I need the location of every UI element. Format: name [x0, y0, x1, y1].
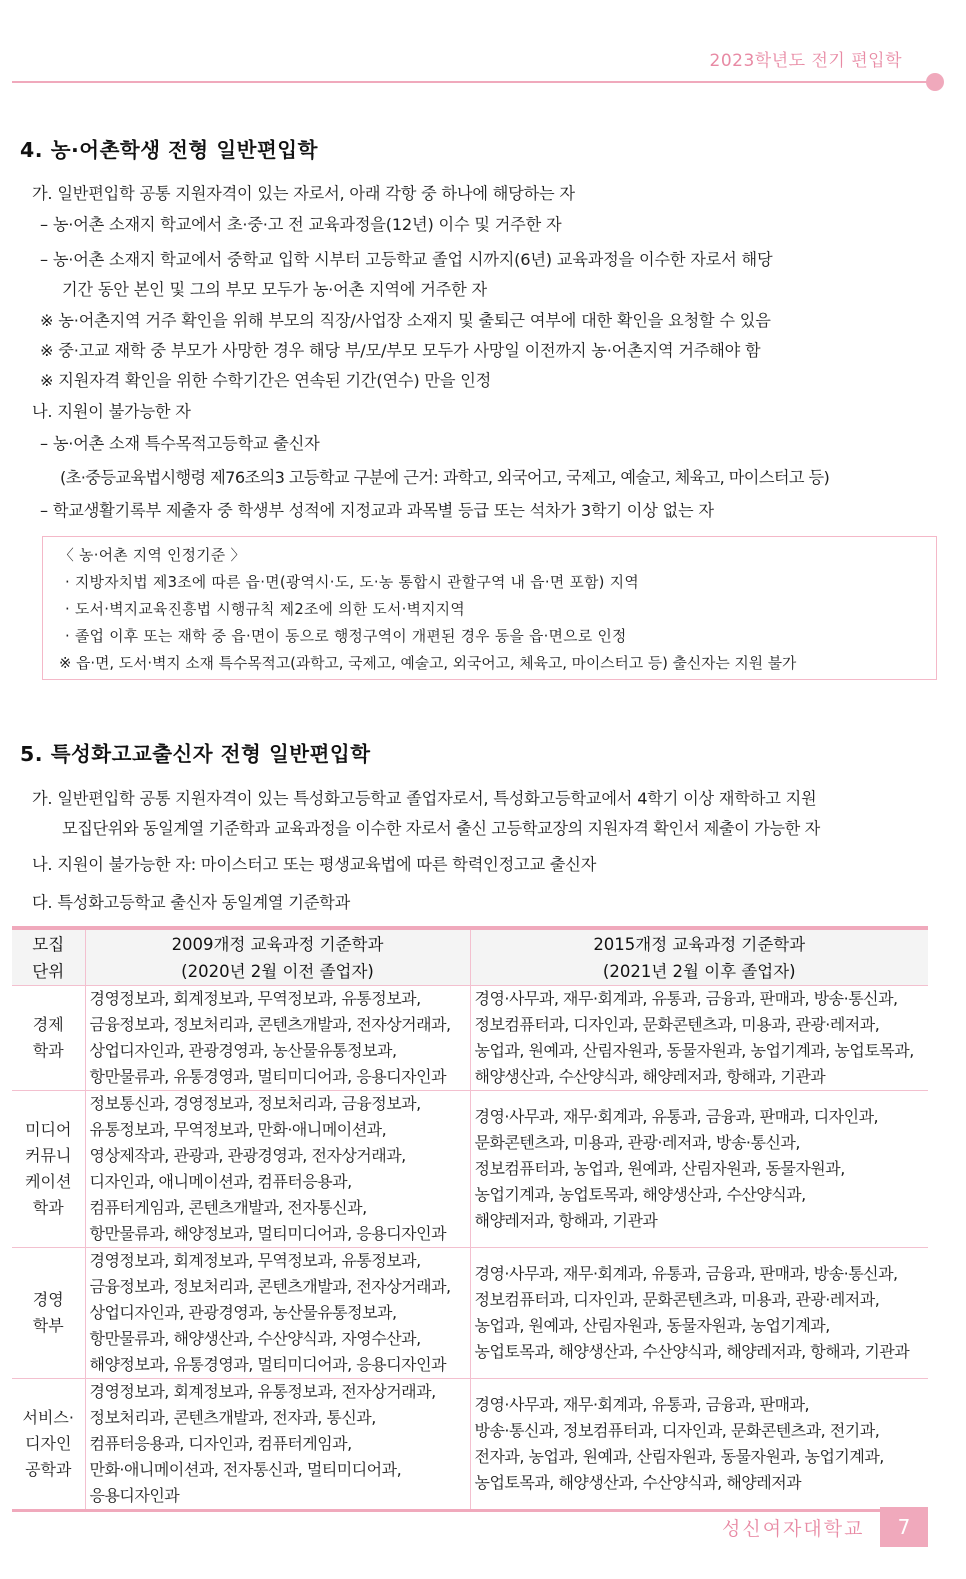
- s5-item-na: 나. 지원이 불가능한 자: 마이스터고 또는 평생교육법에 따른 학력인정고교 출신자: [32, 855, 597, 874]
- header-rule: [12, 81, 928, 83]
- s4-na-sub-1: – 농·어촌 소재 특수목적고등학교 출신자: [40, 434, 320, 453]
- rural-criteria-item: · 지방자치법 제3조에 따른 읍·면(광역시·도, 도·농 통합시 관할구역 내 읍·면 포함) 지역: [65, 574, 639, 591]
- header-unit: 모집 단위: [12, 930, 85, 986]
- dept-table: [12, 930, 928, 1512]
- header-rule-dot: [926, 73, 944, 91]
- table-row: [12, 1248, 928, 1379]
- s5-item-ga-cont: 모집단위와 동일계열 기준학과 교육과정을 이수한 자로서 출신 고등학교장의 지원자격 확인서 제출이 가능한 자: [62, 819, 820, 838]
- s4-sub-2: – 농·어촌 소재지 학교에서 중학교 입학 시부터 고등학교 졸업 시까지(6년) 교육과정을 이수한 자로서 해당: [40, 250, 773, 269]
- dept-2009-cell: 경영정보과, 회계정보과, 무역정보과, 유통정보과, 금융정보과, 정보처리과, 콘텐츠개발과, 전자상거래과, 상업디자인과, 관광경영과, 농산물유통정보과, 항만물류과, 유통경영과, 멀티미디어과, 응용디자인과: [85, 986, 470, 1091]
- table-row: [12, 986, 928, 1091]
- dept-2009-cell: 경영정보과, 회계정보과, 무역정보과, 유통정보과, 금융정보과, 정보처리과, 콘텐츠개발과, 전자상거래과, 상업디자인과, 관광경영과, 농산물유통정보과, 항만물류과, 해양생산과, 수산양식과, 자영수산과, 해양정보과, 유통경영과, 멀티미디어과, 응용디자인과: [85, 1248, 470, 1379]
- running-header-title: 2023학년도 전기 편입학: [709, 51, 902, 71]
- rural-criteria-box: [42, 536, 937, 680]
- dept-2015-cell: 경영·사무과, 재무·회계과, 유통과, 금융과, 판매과, 방송·통신과, 정보컴퓨터과, 디자인과, 문화콘텐츠과, 미용과, 관광·레저과, 농업과, 원예과, 산림자원과, 동물자원과, 농업기계과, 농업토목과, 해양생산과, 수산양식과, 해양레저과, 항해과, 기관과: [470, 986, 928, 1091]
- rural-criteria-footnote: ※ 읍·면, 도서·벽지 소재 특수목적고(과학고, 국제고, 예술고, 외국어고, 체육고, 마이스터고 등) 출신자는 지원 불가: [59, 655, 797, 672]
- dept-2009-cell: 정보통신과, 경영정보과, 정보처리과, 금융정보과, 유통정보과, 무역정보과, 만화·애니메이션과, 영상제작과, 관광과, 관광경영과, 전자상거래과, 디자인과, 애니메이션과, 컴퓨터응용과, 컴퓨터게임과, 콘텐츠개발과, 전자통신과, 항만물류과, 해양정보과, 멀티미디어과, 응용디자인과: [85, 1091, 470, 1248]
- rural-criteria-item: · 도서·벽지교육진흥법 시행규칙 제2조에 의한 도서·벽지지역: [65, 601, 465, 618]
- s4-item-ga: 가. 일반편입학 공통 지원자격이 있는 자로서, 아래 각항 중 하나에 해당하는 자: [32, 184, 575, 203]
- dept-2009-cell: 경영정보과, 회계정보과, 유통정보과, 전자상거래과, 정보처리과, 콘텐츠개발과, 전자과, 통신과, 컴퓨터응용과, 디자인과, 컴퓨터게임과, 만화·애니메이션과, 전자통신과, 멀티미디어과, 응용디자인과: [85, 1379, 470, 1511]
- rural-criteria-item: · 졸업 이후 또는 재학 중 읍·면이 동으로 행정구역이 개편된 경우 동을 읍·면으로 인정: [65, 628, 627, 645]
- unit-cell: 미디어 커뮤니 케이션 학과: [12, 1091, 85, 1248]
- s4-sub-1: – 농·어촌 소재지 학교에서 초·중·고 전 교육과정을(12년) 이수 및 거주한 자: [40, 215, 562, 234]
- unit-cell: 경제 학과: [12, 986, 85, 1091]
- s4-sub-2-cont: 기간 동안 본인 및 그의 부모 모두가 농·어촌 지역에 거주한 자: [62, 280, 487, 299]
- table-header-row: [12, 930, 928, 986]
- unit-cell: 서비스· 디자인 공학과: [12, 1379, 85, 1511]
- s4-na-sub-1-detail: (초·중등교육법시행령 제76조의3 고등학교 구분에 근거: 과학고, 외국어고, 국제고, 예술고, 체육고, 마이스터고 등): [60, 468, 830, 487]
- table-row: [12, 1091, 928, 1248]
- dept-2015-cell: 경영·사무과, 재무·회계과, 유통과, 금융과, 판매과, 방송·통신과, 정보컴퓨터과, 디자인과, 문화콘텐츠과, 전기과, 전자과, 농업과, 원예과, 산림자원과, 동물자원과, 농업기계과, 농업토목과, 해양생산과, 수산양식과, 해양레저과: [470, 1379, 928, 1511]
- s5-item-ga: 가. 일반편입학 공통 지원자격이 있는 특성화고등학교 졸업자로서, 특성화고등학교에서 4학기 이상 재학하고 지원: [32, 789, 817, 808]
- rural-criteria-title: 〈 농·어촌 지역 인정기준 〉: [59, 547, 246, 564]
- section-5-title: 5. 특성화고교출신자 전형 일반편입학: [20, 742, 371, 766]
- footer-school-name: 성신여자대학교: [722, 1518, 865, 1540]
- page-number: 7: [880, 1507, 928, 1547]
- dept-table-wrapper: [12, 926, 928, 1512]
- header-2009: 2009개정 교육과정 기준학과 (2020년 2월 이전 졸업자): [85, 930, 470, 986]
- unit-cell: 경영 학부: [12, 1248, 85, 1379]
- s5-item-da: 다. 특성화고등학교 출신자 동일계열 기준학과: [32, 893, 351, 912]
- s4-item-na: 나. 지원이 불가능한 자: [32, 402, 191, 421]
- s4-na-sub-2: – 학교생활기록부 제출자 중 학생부 성적에 지정교과 과목별 등급 또는 석차가 3학기 이상 없는 자: [40, 501, 714, 520]
- dept-2015-cell: 경영·사무과, 재무·회계과, 유통과, 금융과, 판매과, 디자인과, 문화콘텐츠과, 미용과, 관광·레저과, 방송·통신과, 정보컴퓨터과, 농업과, 원예과, 산림자원과, 동물자원과, 농업기계과, 농업토목과, 해양생산과, 수산양식과, 해양레저과, 항해과, 기관과: [470, 1091, 928, 1248]
- header-2015: 2015개정 교육과정 기준학과 (2021년 2월 이후 졸업자): [470, 930, 928, 986]
- table-row: [12, 1379, 928, 1511]
- s4-note-2: ※ 중·고교 재학 중 부모가 사망한 경우 해당 부/모/부모 모두가 사망일 이전까지 농·어촌지역 거주해야 함: [40, 341, 761, 360]
- dept-2015-cell: 경영·사무과, 재무·회계과, 유통과, 금융과, 판매과, 방송·통신과, 정보컴퓨터과, 디자인과, 문화콘텐츠과, 미용과, 관광·레저과, 농업과, 원예과, 산림자원과, 동물자원과, 농업기계과, 농업토목과, 해양생산과, 수산양식과, 해양레저과, 항해과, 기관과: [470, 1248, 928, 1379]
- s4-note-3: ※ 지원자격 확인을 위한 수학기간은 연속된 기간(연수) 만을 인정: [40, 371, 492, 390]
- s4-note-1: ※ 농·어촌지역 거주 확인을 위해 부모의 직장/사업장 소재지 및 출퇴근 여부에 대한 확인을 요청할 수 있음: [40, 311, 771, 330]
- section-4-title: 4. 농·어촌학생 전형 일반편입학: [20, 138, 318, 162]
